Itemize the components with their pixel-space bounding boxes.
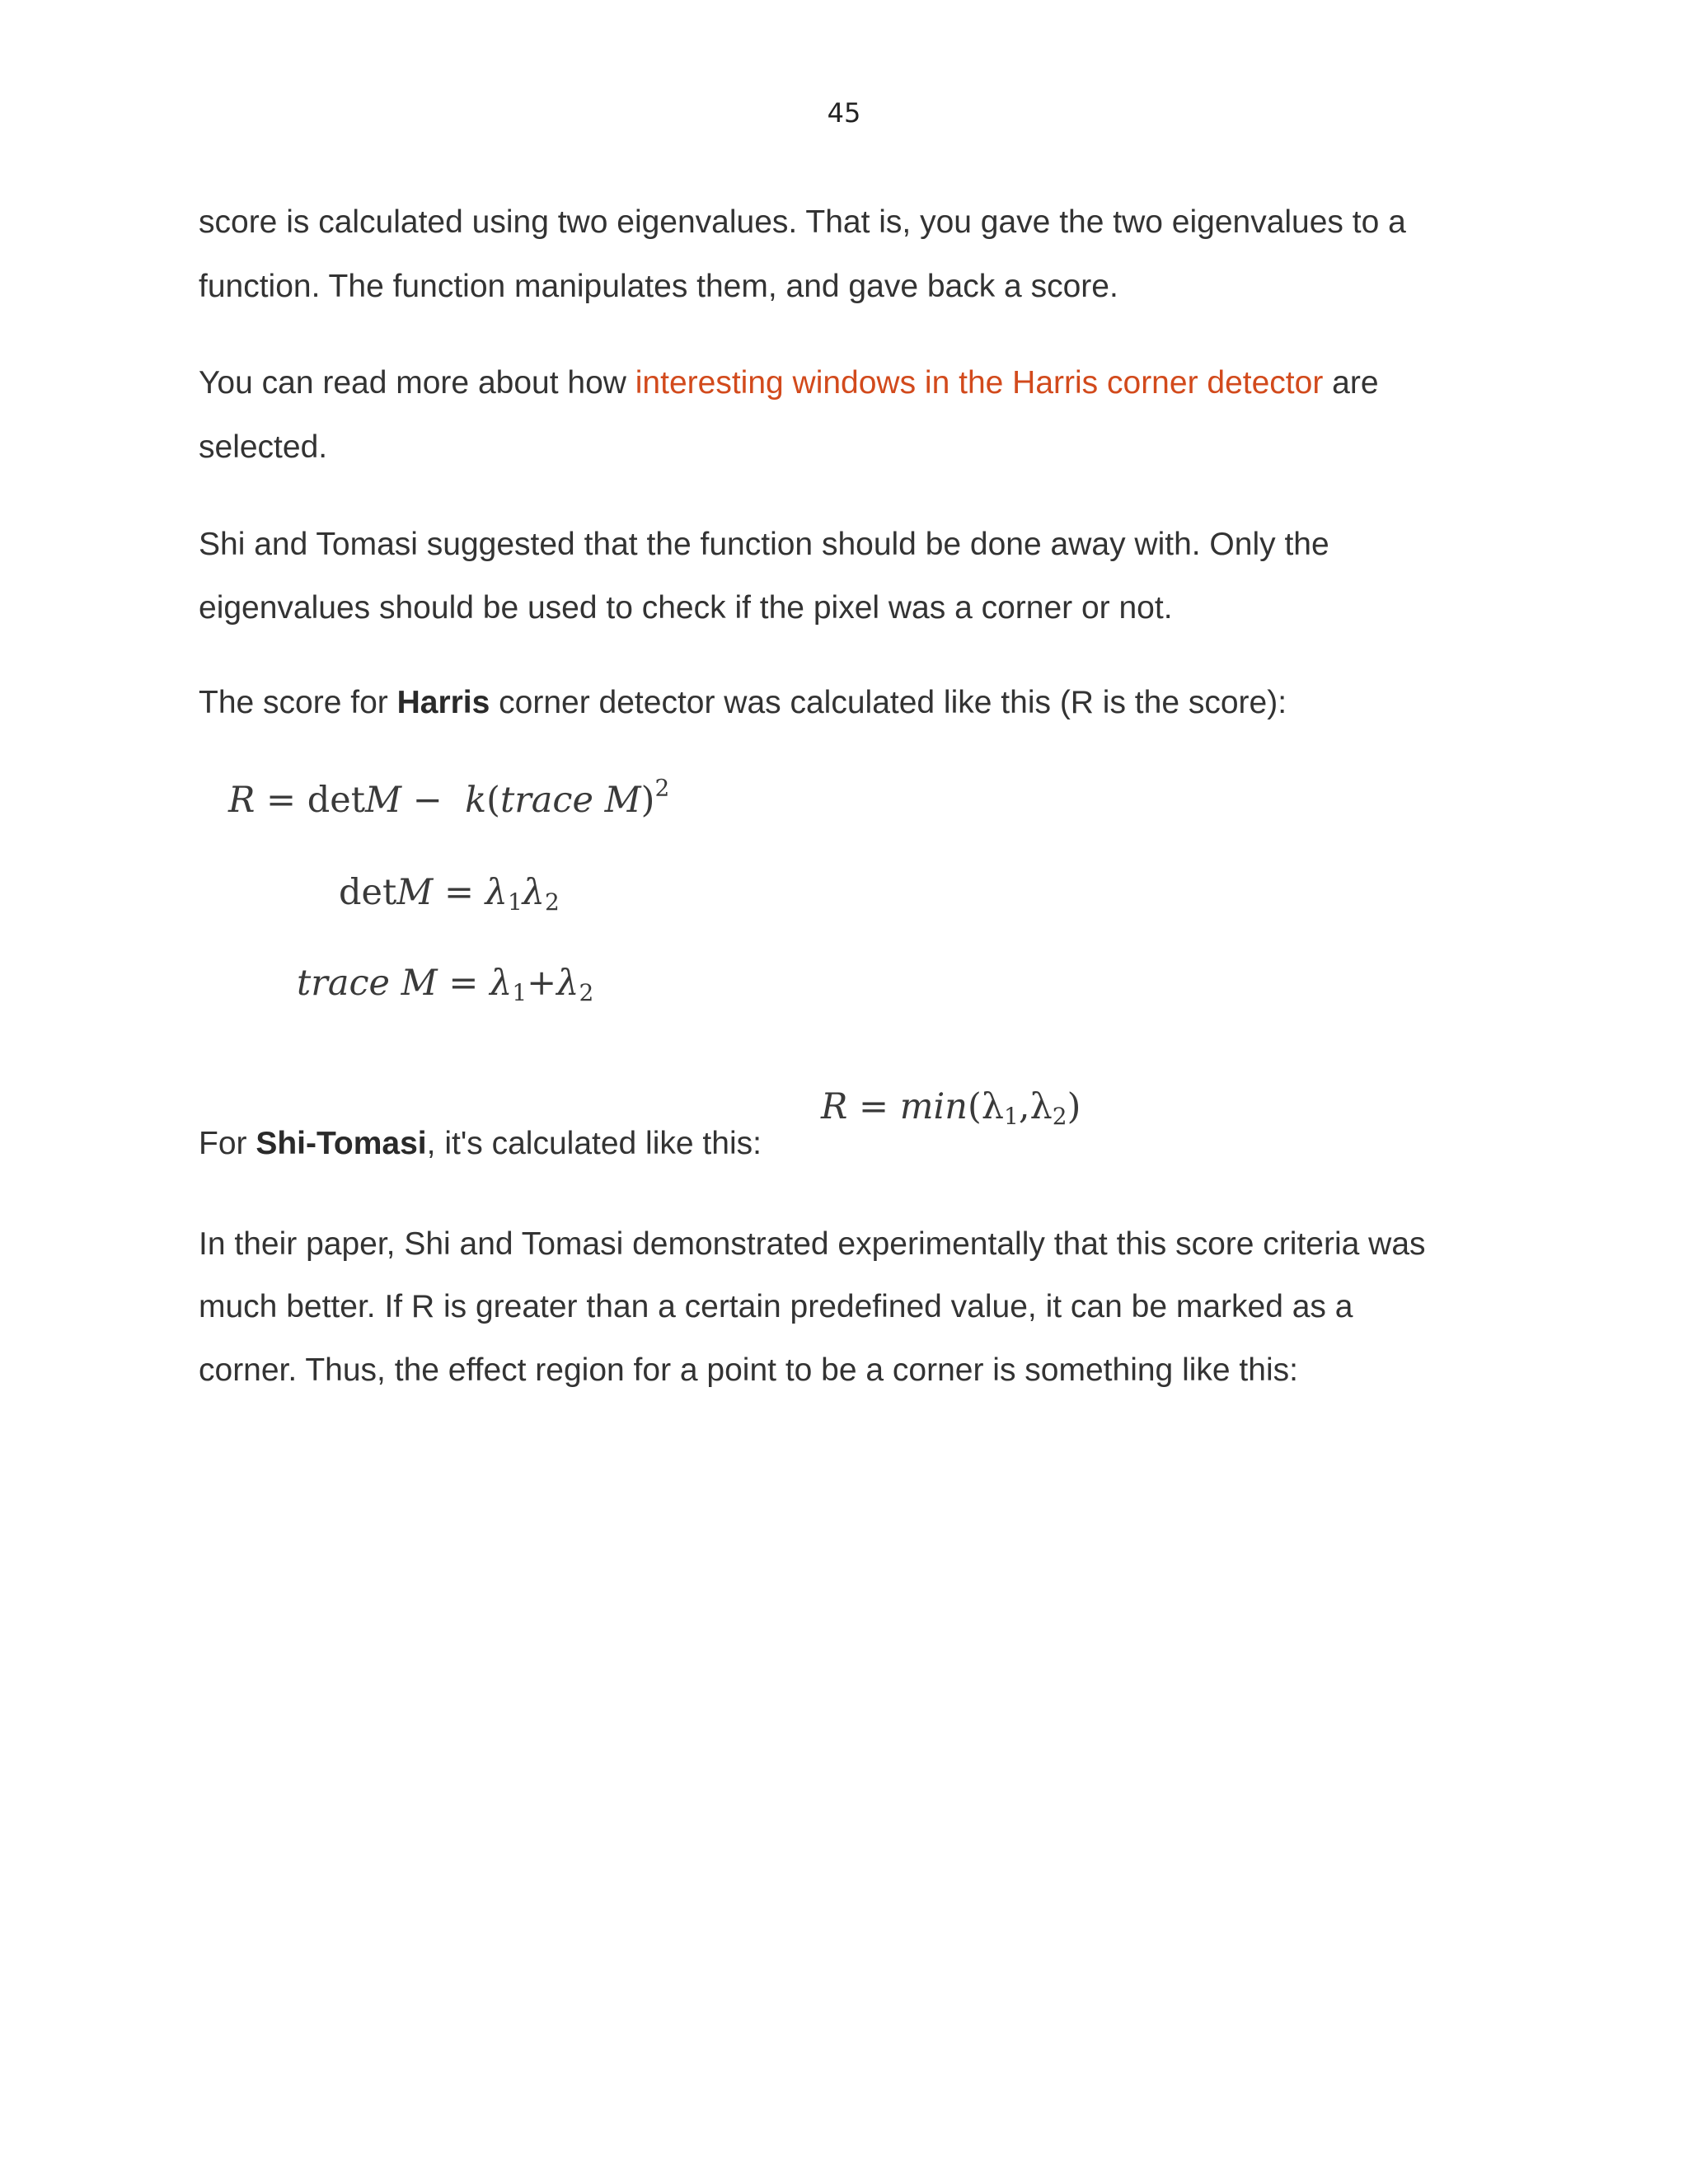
paragraph-5 xyxy=(199,1127,762,1160)
paragraph-1-line-2: function. The function manipulates them, and gave back a score. xyxy=(199,269,1118,304)
paragraph-6-line-2: much better. If R is greater than a certain predefined value, it can be marked as a xyxy=(199,1289,1353,1324)
paragraph-6-line-3: corner. Thus, the effect region for a point to be a corner is something like this: xyxy=(199,1352,1298,1388)
equation-harris-r: R = detM − k(trace M)$^2$ xyxy=(228,774,670,821)
paragraph-2-text-tail: are xyxy=(1323,365,1379,401)
shi-tomasi-bold: Shi-Tomasi xyxy=(256,1126,427,1161)
paragraph-6-line-1: In their paper, Shi and Tomasi demonstrated experimentally that this score criteria was xyxy=(199,1226,1426,1262)
paragraph-3-line-2: eigenvalues should be used to check if the pixel was a corner or not. xyxy=(199,590,1173,626)
paragraph-4 xyxy=(199,687,1287,719)
paragraph-2-line-2: selected. xyxy=(199,429,328,465)
equation-det-m: $\det M = \lambda_1\lambda_2$ xyxy=(339,872,560,916)
harris-bold: Harris xyxy=(396,685,490,720)
paragraph-5-text-tail: , it's calculated like this: xyxy=(426,1126,762,1161)
paragraph-2-text: You can read more about how xyxy=(199,365,635,401)
paragraph-5-text: For xyxy=(199,1126,256,1161)
paragraph-2-line-1 xyxy=(199,367,1379,399)
paragraph-3-line-1: Shi and Tomasi suggested that the function should be done away with. Only the xyxy=(199,527,1329,562)
equation-trace-m: trace $M = \lambda_1+\lambda_2$ xyxy=(297,963,594,1006)
paragraph-1-line-1: score is calculated using two eigenvalues. That is, you gave the two eigenvalues to a xyxy=(199,204,1406,240)
page-number: 45 xyxy=(827,97,861,129)
paragraph-4-text: The score for xyxy=(199,685,397,720)
harris-windows-link[interactable]: interesting windows in the Harris corner detector xyxy=(635,365,1324,401)
paragraph-4-text-tail: corner detector was calculated like this (R is the score): xyxy=(490,685,1287,720)
equation-shi-tomasi-r: $R = \min(\lambda_1,\lambda_2)$ xyxy=(821,1086,1081,1130)
